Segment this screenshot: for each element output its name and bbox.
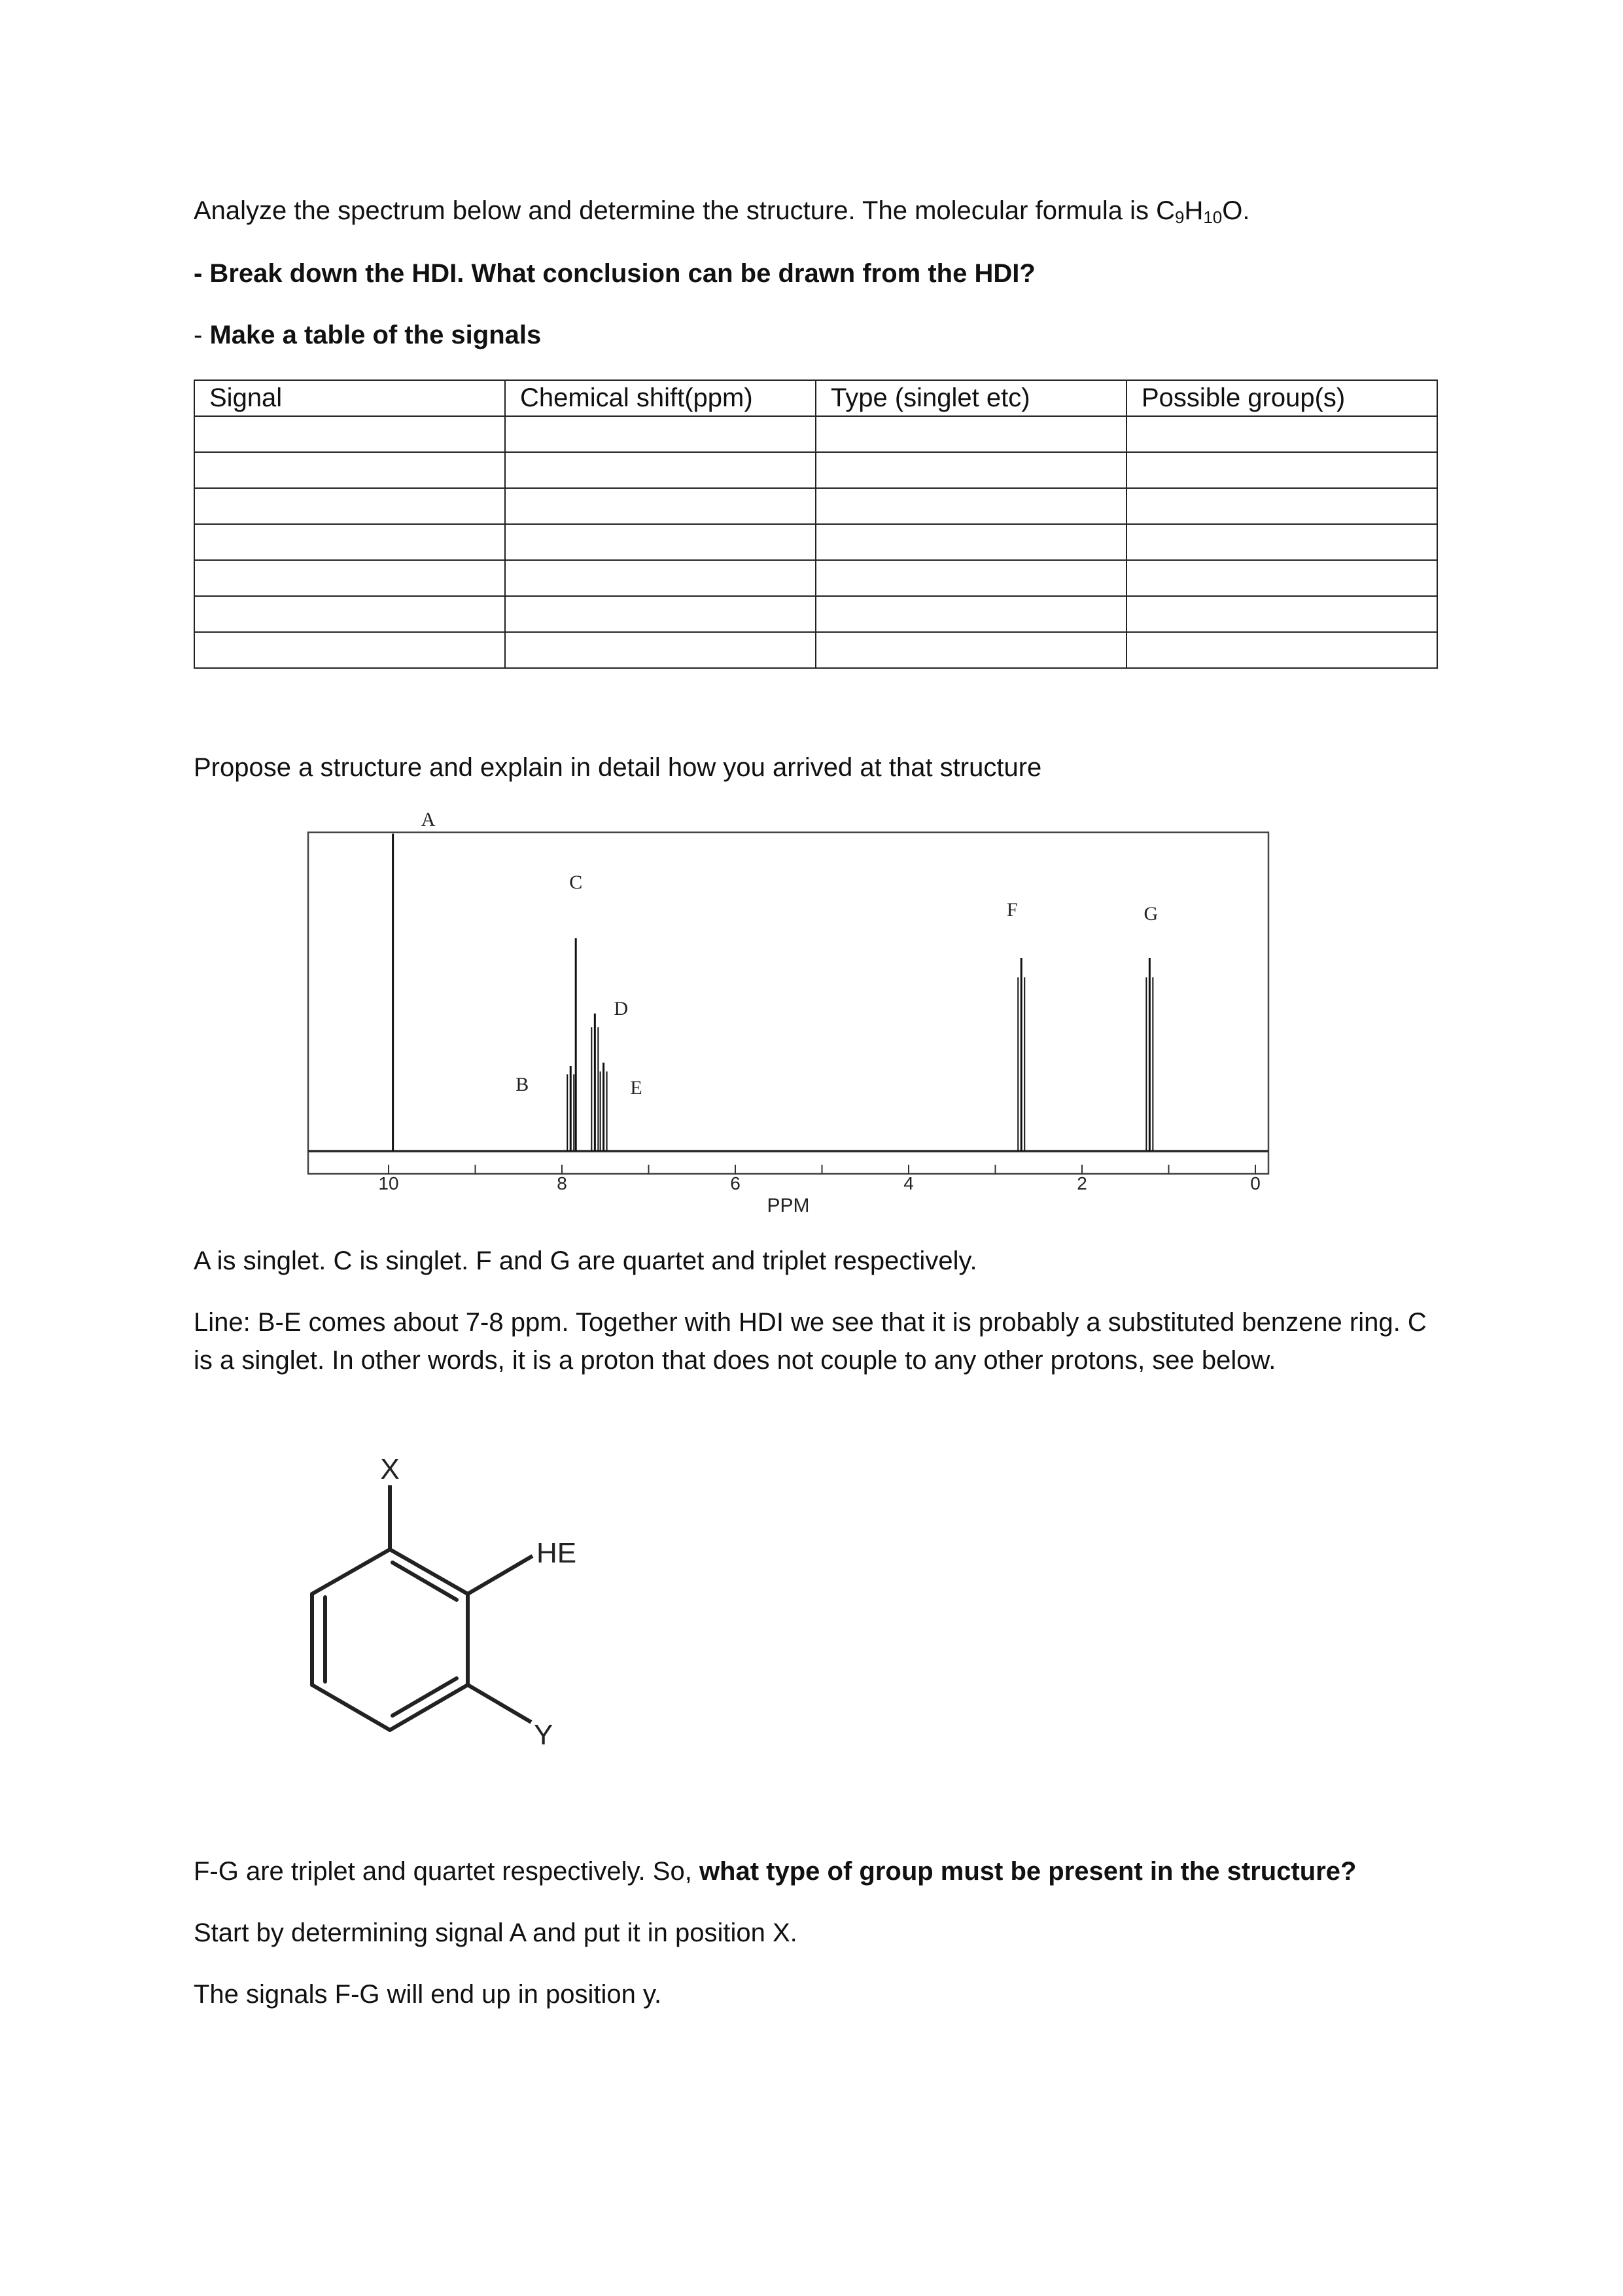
x-tick-label: 2 (1077, 1173, 1087, 1193)
table-cell (194, 560, 505, 596)
table-cell (505, 524, 816, 560)
x-tick-label: 0 (1250, 1173, 1261, 1193)
table-cell (1126, 488, 1437, 524)
intro-line (194, 194, 1249, 228)
table-cell (194, 488, 505, 524)
table-row (194, 560, 1437, 596)
table-cell (1126, 632, 1437, 668)
table-cell (816, 560, 1126, 596)
table-cell (1126, 416, 1437, 452)
start-instruction: Start by determining signal A and put it in position X. (194, 1918, 797, 1947)
peak-label-b: B (515, 1074, 529, 1095)
fg-question (194, 1854, 1356, 1888)
header-possible-groups: Possible group(s) (1126, 380, 1437, 416)
table-cell (194, 452, 505, 488)
peak-label-f: F (1006, 899, 1018, 921)
observation-benzene: Line: B-E comes about 7-8 ppm. Together with HDI we see that it is probably a substituted benzene ring. C is a singlet. In other words, it is a proton that does not couple to any other protons, see below. (194, 1308, 1427, 1375)
intro-text: Analyze the spectrum below and determine the structure. The molecular formula is C (194, 196, 1175, 225)
table-cell (816, 488, 1126, 524)
table-row (194, 524, 1437, 560)
table-cell (505, 488, 816, 524)
table-row (194, 632, 1437, 668)
signal-table (194, 380, 1438, 669)
table-cell (505, 632, 816, 668)
table-cell (194, 524, 505, 560)
peak-label-d: D (614, 998, 629, 1019)
table-cell (1126, 560, 1437, 596)
table-cell (1126, 452, 1437, 488)
peak-label-c: C (569, 872, 583, 893)
fg-question-bold: what type of group must be present in the structure? (699, 1857, 1357, 1886)
table-row (194, 488, 1437, 524)
table-cell (505, 416, 816, 452)
peak-label-a: A (421, 811, 436, 830)
fg-position: The signals F-G will end up in position y. (194, 1980, 662, 2009)
table-cell (194, 416, 505, 452)
propose-text: Propose a structure and explain in detail how you arrived at that structure (194, 753, 1042, 782)
proton-he: HE (536, 1537, 577, 1569)
table-cell (816, 524, 1126, 560)
peak-label-g: G (1143, 903, 1159, 925)
table-cell (816, 416, 1126, 452)
x-tick-label: 6 (730, 1173, 741, 1193)
table-cell (194, 632, 505, 668)
header-signal: Signal (194, 380, 505, 416)
observation-singlets: A is singlet. C is singlet. F and G are quartet and triplet respectively. (194, 1246, 977, 1275)
table-cell (194, 596, 505, 632)
bond-to-y (468, 1685, 531, 1722)
plot-frame (308, 832, 1268, 1174)
x-axis-label: PPM (767, 1195, 810, 1216)
formula-oxygen: O. (1222, 196, 1250, 225)
table-row (194, 596, 1437, 632)
x-tick-label: 10 (378, 1173, 399, 1193)
table-cell (816, 452, 1126, 488)
formula-sub-hydrogen: 10 (1203, 207, 1223, 227)
table-cell (505, 560, 816, 596)
table-header-row (194, 380, 1437, 416)
substituent-y: Y (534, 1719, 553, 1751)
peak-label-e: E (630, 1077, 642, 1099)
benzene-ring (312, 1549, 468, 1730)
x-tick-label: 4 (903, 1173, 914, 1193)
table-cell (505, 596, 816, 632)
table-cell (505, 452, 816, 488)
fg-question-plain: F-G are triplet and quartet respectively. So, (194, 1857, 699, 1886)
table-cell (1126, 524, 1437, 560)
header-chemical-shift: Chemical shift(ppm) (505, 380, 816, 416)
formula-hydrogen: H (1184, 196, 1204, 225)
header-type: Type (singlet etc) (816, 380, 1126, 416)
x-tick-label: 8 (557, 1173, 567, 1193)
table-question-dash: - (194, 321, 210, 349)
table-cell (1126, 596, 1437, 632)
table-question (194, 318, 541, 352)
formula-sub-carbon: 9 (1174, 207, 1185, 227)
substituent-x: X (380, 1453, 400, 1485)
table-row (194, 416, 1437, 452)
bond-to-he (468, 1556, 532, 1594)
table-row (194, 452, 1437, 488)
table-body (194, 416, 1437, 668)
table-cell (816, 632, 1126, 668)
benzene-structure (288, 1439, 654, 1767)
hdi-question: - Break down the HDI. What conclusion can be drawn from the HDI? (194, 259, 1036, 288)
table-cell (816, 596, 1126, 632)
table-question-text: Make a table of the signals (209, 321, 542, 349)
nmr-spectrum-chart (194, 811, 1437, 1217)
